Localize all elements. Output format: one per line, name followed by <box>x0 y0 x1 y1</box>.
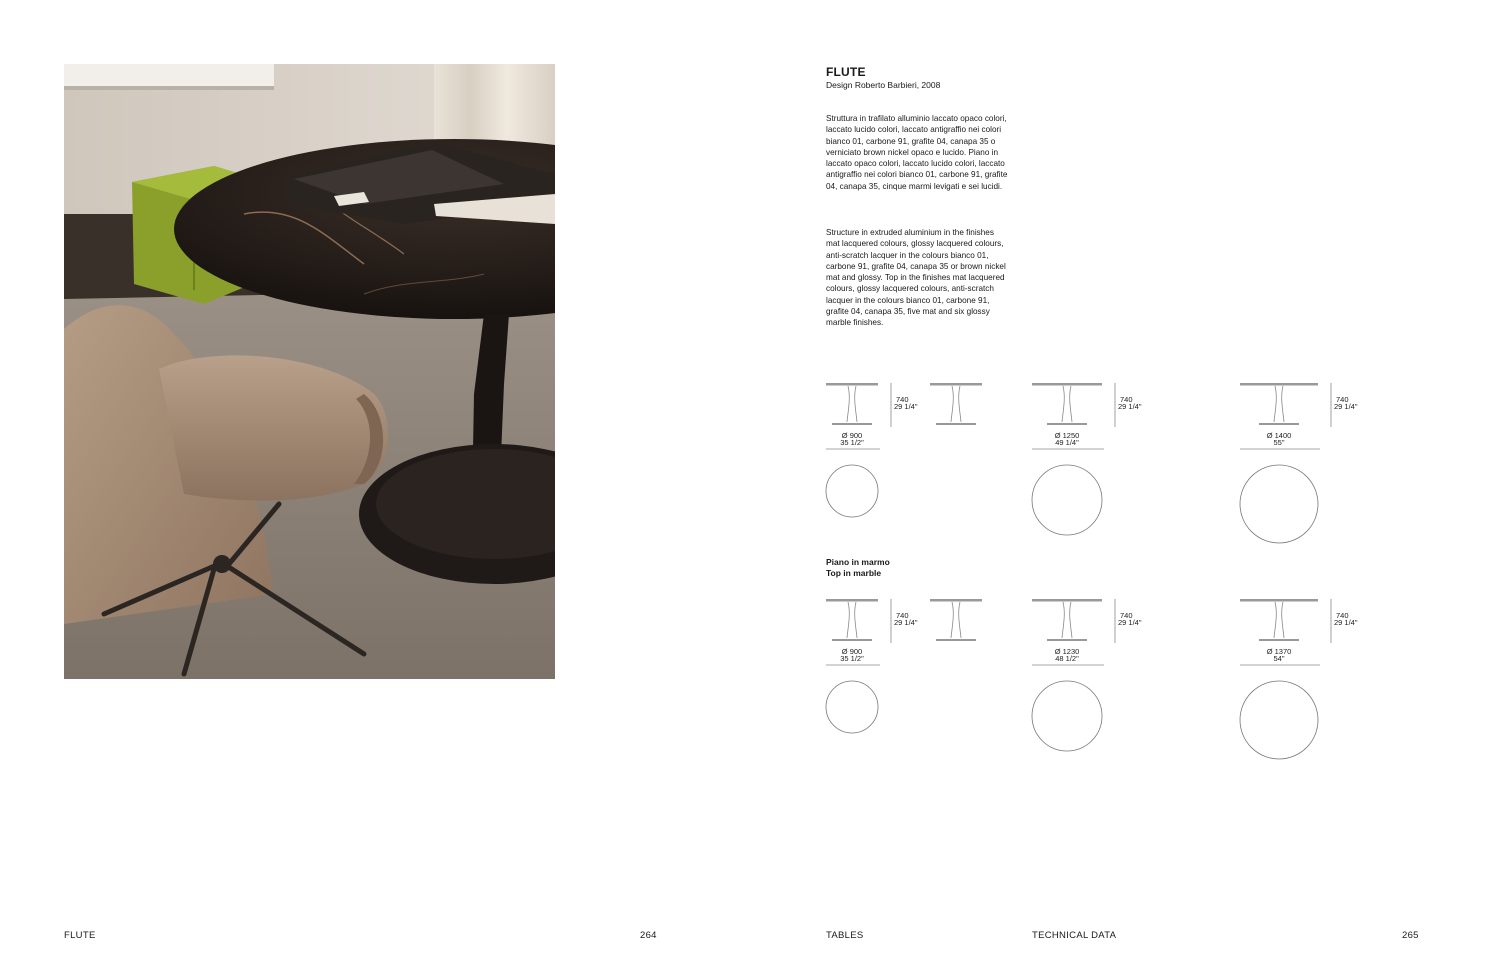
table-top-elevation <box>930 383 982 386</box>
height-in-label: 29 1/4" <box>894 402 918 411</box>
table-base-elevation <box>936 639 976 641</box>
table-top-elevation <box>930 599 982 602</box>
marble-table-1-alt-elevation <box>930 599 982 641</box>
height-in-label: 29 1/4" <box>1334 618 1358 627</box>
table-stem-elevation <box>1274 386 1284 422</box>
table-base-elevation <box>832 639 872 641</box>
diameter-mm-label: Ø 1230 <box>1054 647 1080 656</box>
table-stem-elevation <box>1274 602 1284 638</box>
height-mm-label: 740 <box>1336 395 1349 404</box>
table-base-elevation <box>1259 639 1299 641</box>
table-top-elevation <box>826 383 878 386</box>
product-photo <box>64 64 555 679</box>
technical-drawings <box>826 375 1426 775</box>
footer-left-page-number: 264 <box>640 930 657 941</box>
table-stem-elevation <box>1062 386 1072 422</box>
product-designer: Design Roberto Barbieri, 2008 <box>826 80 941 90</box>
diameter-in-label: 54" <box>1273 654 1285 663</box>
height-in-label: 29 1/4" <box>1118 402 1142 411</box>
height-mm-label: 740 <box>896 395 909 404</box>
table-stem-elevation <box>847 602 857 638</box>
table-top-elevation <box>1240 599 1318 602</box>
table-stem-elevation <box>951 602 961 638</box>
height-mm-label: 740 <box>1336 611 1349 620</box>
table-top-elevation <box>826 599 878 602</box>
diameter-in-label: 48 1/2" <box>1055 654 1079 663</box>
diameter-in-label: 35 1/2" <box>840 654 864 663</box>
diameter-in-label: 55" <box>1273 438 1285 447</box>
table-top-elevation <box>1032 599 1102 602</box>
table-plan-circle <box>1032 465 1102 535</box>
table-base-elevation <box>936 423 976 425</box>
product-title: FLUTE <box>826 65 866 79</box>
marble-label-italian: Piano in marmo <box>826 557 890 567</box>
table-base-elevation <box>832 423 872 425</box>
footer-subsection: TECHNICAL DATA <box>1032 930 1117 941</box>
height-in-label: 29 1/4" <box>894 618 918 627</box>
marble-table-1 <box>826 599 918 733</box>
marble-table-2 <box>1032 599 1142 751</box>
standard-table-1 <box>826 383 918 517</box>
diameter-mm-label: Ø 1370 <box>1266 647 1292 656</box>
footer-left-label: FLUTE <box>64 930 96 941</box>
description-italian: Struttura in trafilato alluminio laccato opaco colori, laccato lucido colori, laccato antigraffio nei colori bianco 01, carbone 91, grafite 04, canapa 35 o verniciato brown nickel opaco e lucido. Piano in laccato opaco colori, laccato lucido colori, laccato antigraffio nei colori bianco 01, carbone 91, grafite 04, canapa 35, cinque marmi levigati e sei lucidi. <box>826 114 1008 191</box>
table-base-elevation <box>1047 423 1087 425</box>
table-base-elevation <box>1047 639 1087 641</box>
table-stem-elevation <box>951 386 961 422</box>
standard-table-3 <box>1240 383 1358 543</box>
footer-right-page-number: 265 <box>1402 930 1419 941</box>
table-plan-circle <box>1032 681 1102 751</box>
standard-table-2 <box>1032 383 1142 535</box>
height-in-label: 29 1/4" <box>1118 618 1142 627</box>
table-top-elevation <box>1240 383 1318 386</box>
table-plan-circle <box>1240 465 1318 543</box>
table-plan-circle <box>1240 681 1318 759</box>
table-plan-circle <box>826 681 878 733</box>
table-stem-elevation <box>1062 602 1072 638</box>
diameter-in-label: 35 1/2" <box>840 438 864 447</box>
diameter-in-label: 49 1/4" <box>1055 438 1079 447</box>
diameter-mm-label: Ø 1400 <box>1266 431 1292 440</box>
diameter-mm-label: Ø 900 <box>841 647 863 656</box>
height-mm-label: 740 <box>896 611 909 620</box>
table-top-elevation <box>1032 383 1102 386</box>
height-mm-label: 740 <box>1120 611 1133 620</box>
table-base-elevation <box>1259 423 1299 425</box>
table-stem-elevation <box>847 386 857 422</box>
diameter-mm-label: Ø 1250 <box>1054 431 1080 440</box>
diameter-mm-label: Ø 900 <box>841 431 863 440</box>
description-english: Structure in extruded aluminium in the finishes mat lacquered colours, glossy lacquered colours, anti-scratch lacquer in the colours bianco 01, carbone 91, grafite 04, canapa 35 or brown nickel mat and glossy. Top in the finishes mat lacquered colours, glossy lacquered colours, anti-scratch lacquer in the colours bianco 01, carbone 91, grafite 04, canapa 35, five mat and six glossy marble finishes. <box>826 228 1006 328</box>
table-plan-circle <box>826 465 878 517</box>
footer-section: TABLES <box>826 930 864 941</box>
height-in-label: 29 1/4" <box>1334 402 1358 411</box>
standard-table-1-alt-elevation <box>930 383 982 425</box>
marble-table-3 <box>1240 599 1358 759</box>
marble-label-english: Top in marble <box>826 568 882 578</box>
height-mm-label: 740 <box>1120 395 1133 404</box>
